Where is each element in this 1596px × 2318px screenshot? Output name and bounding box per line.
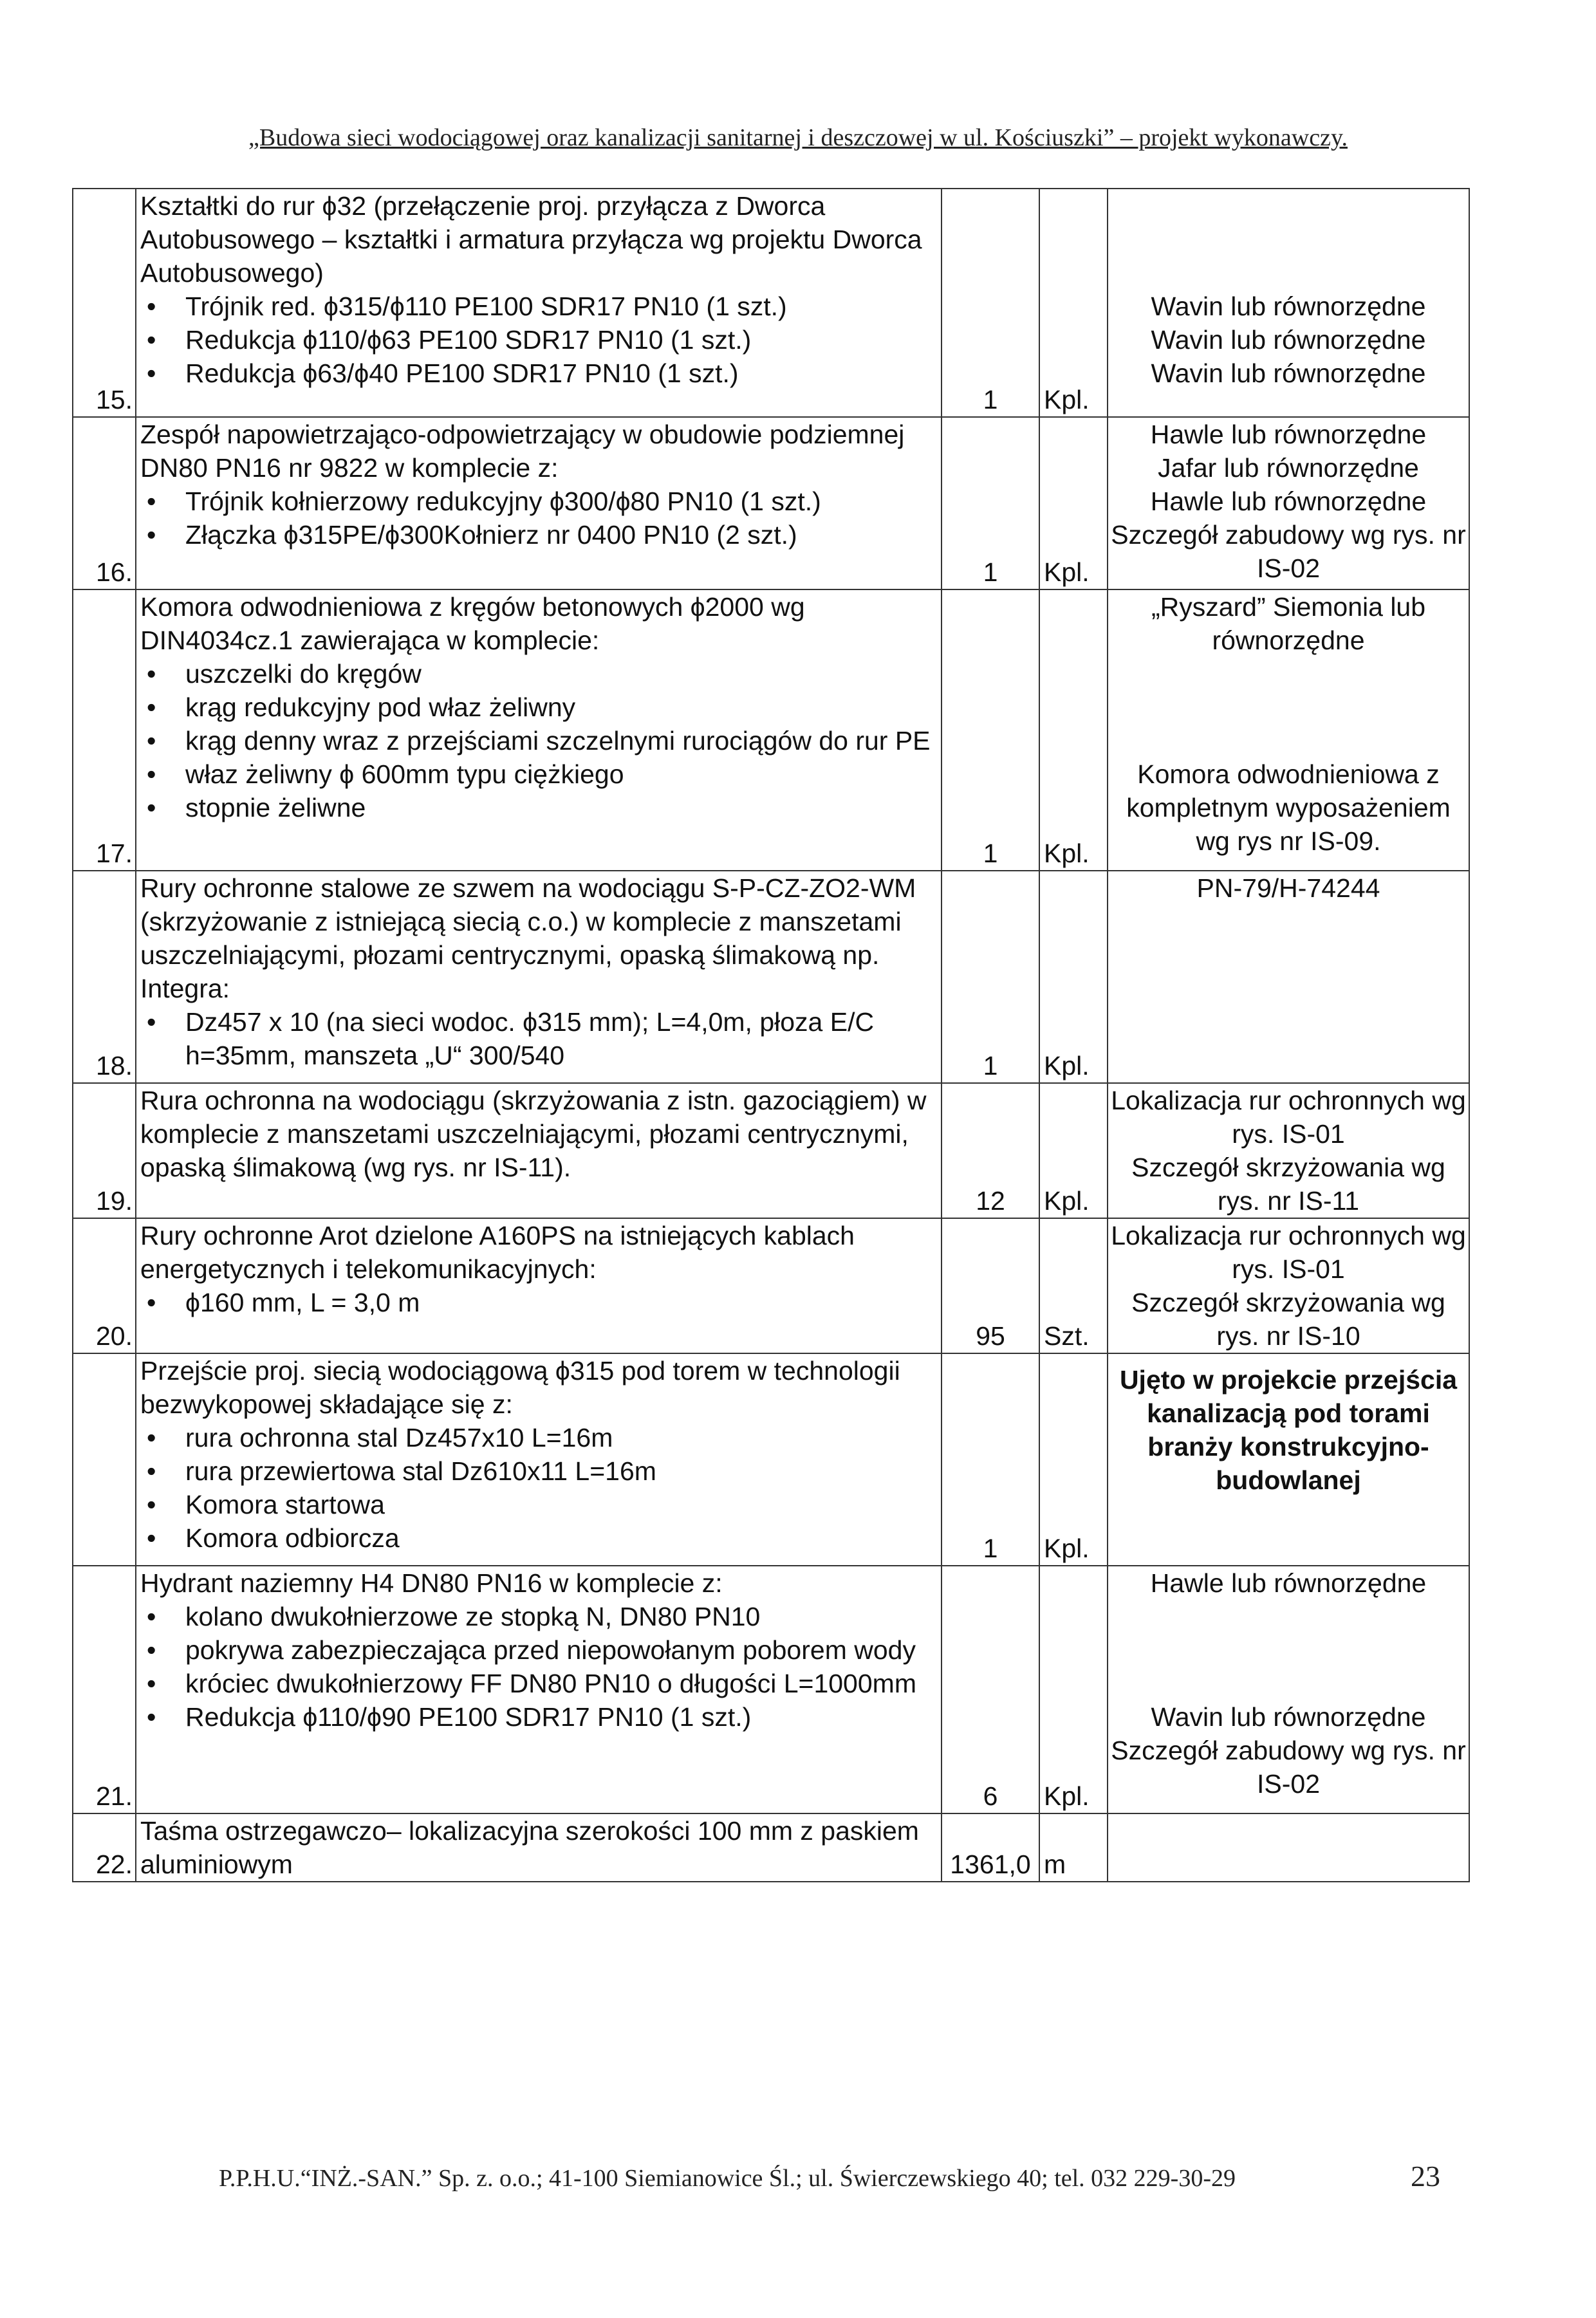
remarks <box>1108 1218 1469 1353</box>
list-item: • Redukcja ϕ63/ϕ40 PE100 SDR17 PN10 (1 szt.) <box>140 357 938 390</box>
item-description <box>136 871 942 1083</box>
list-item: • króciec dwukołnierzowy FF DN80 PN10 o długości L=1000mm <box>140 1667 938 1700</box>
remarks <box>1108 871 1469 1083</box>
description-intro: Przejście proj. siecią wodociągową ϕ315 pod torem w technologii bezwykopowej składające się z: <box>140 1356 900 1419</box>
item-description <box>136 417 942 589</box>
description-intro: Rury ochronne stalowe ze szwem na wodociągu S-P-CZ-ZO2-WM (skrzyżowanie z istniejącą siecią c.o.) w komplecie z manszetami uszczelniającymi, płozami centrycznymi, opaską ślimakową np. Integra: <box>140 873 916 1003</box>
item-description <box>136 1566 942 1813</box>
quantity: 1 <box>942 189 1039 417</box>
list-item: • ϕ160 mm, L = 3,0 m <box>140 1286 938 1319</box>
item-description <box>136 1218 942 1353</box>
quantity: 6 <box>942 1566 1039 1813</box>
quantity: 12 <box>942 1083 1039 1218</box>
component-list <box>140 1286 938 1319</box>
unit: Kpl. <box>1039 1566 1108 1813</box>
table-row <box>73 1813 1469 1882</box>
table-row <box>73 1218 1469 1353</box>
description-intro: Rura ochronna na wodociągu (skrzyżowania z istn. gazociągiem) w komplecie z manszetami uszczelniającymi, płozami centrycznymi, opaską ślimakową (wg rys. nr IS-11). <box>140 1086 927 1182</box>
component-list <box>140 485 938 552</box>
row-number: 16. <box>73 417 136 589</box>
quantity: 1 <box>942 1353 1039 1566</box>
list-item: • Dz457 x 10 (na sieci wodoc. ϕ315 mm); L=4,0m, płoza E/C h=35mm, manszeta „U“ 300/540 <box>140 1005 938 1072</box>
list-item: • uszczelki do kręgów <box>140 657 938 691</box>
item-description <box>136 189 942 417</box>
unit: Szt. <box>1039 1218 1108 1353</box>
remark-line: Szczegół zabudowy wg rys. nr IS-02 <box>1111 1736 1466 1799</box>
remark-line: Komora odwodnieniowa z kompletnym wyposażeniem wg rys nr IS-09. <box>1126 759 1451 856</box>
list-item: • pokrywa zabezpieczająca przed niepowołanym poborem wody <box>140 1633 938 1667</box>
remark-line: Hawle lub równorzędne <box>1150 487 1427 516</box>
remark-line <box>1108 189 1469 223</box>
remarks <box>1108 589 1469 871</box>
remark-line <box>1108 1633 1469 1667</box>
remark-line: Jafar lub równorzędne <box>1158 453 1419 483</box>
remark-line: Wavin lub równorzędne <box>1151 325 1426 355</box>
remark-line <box>1108 724 1469 757</box>
description-intro: Taśma ostrzegawczo– lokalizacyjna szerokości 100 mm z paskiem aluminiowym <box>140 1816 919 1879</box>
table-row <box>73 1566 1469 1813</box>
list-item: • krąg redukcyjny pod właz żeliwny <box>140 691 938 724</box>
component-list <box>140 290 938 390</box>
list-item: • stopnie żeliwne <box>140 791 938 824</box>
remark-line: Lokalizacja rur ochronnych wg rys. IS-01 <box>1111 1086 1466 1149</box>
component-list <box>140 1421 938 1555</box>
remark-line <box>1108 657 1469 691</box>
row-number <box>73 1353 136 1566</box>
remark-line: Lokalizacja rur ochronnych wg rys. IS-01 <box>1111 1221 1466 1284</box>
page-number: 23 <box>1411 2160 1440 2193</box>
list-item: • kolano dwukołnierzowe ze stopką N, DN80 PN10 <box>140 1600 938 1633</box>
table-row <box>73 417 1469 589</box>
row-number: 15. <box>73 189 136 417</box>
remark-line: Hawle lub równorzędne <box>1150 1568 1427 1598</box>
remark-line: „Ryszard” Siemonia lub równorzędne <box>1151 592 1426 655</box>
unit: Kpl. <box>1039 871 1108 1083</box>
row-number: 20. <box>73 1218 136 1353</box>
row-number: 17. <box>73 589 136 871</box>
unit: Kpl. <box>1039 417 1108 589</box>
unit: Kpl. <box>1039 1083 1108 1218</box>
component-list <box>140 1600 938 1734</box>
remarks <box>1108 1813 1469 1882</box>
remarks <box>1108 1566 1469 1813</box>
table-row <box>73 589 1469 871</box>
row-number: 21. <box>73 1566 136 1813</box>
component-list <box>140 1005 938 1072</box>
remarks <box>1108 1083 1469 1218</box>
unit: Kpl. <box>1039 589 1108 871</box>
list-item: • Komora startowa <box>140 1488 938 1521</box>
description-intro: Kształtki do rur ϕ32 (przełączenie proj. przyłącza z Dworca Autobusowego – kształtki i armatura przyłącza wg projektu Dworca Autobusowego) <box>140 191 922 288</box>
unit: Kpl. <box>1039 189 1108 417</box>
remark-line: PN-79/H-74244 <box>1196 873 1380 903</box>
remark-line <box>1108 223 1469 256</box>
list-item: • Trójnik red. ϕ315/ϕ110 PE100 SDR17 PN10 (1 szt.) <box>140 290 938 323</box>
quantity: 1 <box>942 589 1039 871</box>
table-row <box>73 871 1469 1083</box>
remark-line: Hawle lub równorzędne <box>1150 420 1427 449</box>
list-item: • Redukcja ϕ110/ϕ63 PE100 SDR17 PN10 (1 szt.) <box>140 323 938 357</box>
unit: Kpl. <box>1039 1353 1108 1566</box>
description-intro: Zespół napowietrzająco-odpowietrzający w obudowie podziemnej DN80 PN16 nr 9822 w komplecie z: <box>140 420 905 483</box>
table-row <box>73 1083 1469 1218</box>
table-row <box>73 189 1469 417</box>
remarks <box>1108 189 1469 417</box>
item-description <box>136 1813 942 1882</box>
list-item: • właz żeliwny ϕ 600mm typu ciężkiego <box>140 757 938 791</box>
remark-line <box>1108 1667 1469 1700</box>
unit: m <box>1039 1813 1108 1882</box>
list-item: • Trójnik kołnierzowy redukcyjny ϕ300/ϕ80 PN10 (1 szt.) <box>140 485 938 518</box>
row-number: 22. <box>73 1813 136 1882</box>
remarks <box>1108 417 1469 589</box>
quantity: 1 <box>942 871 1039 1083</box>
item-description <box>136 589 942 871</box>
document-header: „Budowa sieci wodociągowej oraz kanalizacji sanitarnej i deszczowej w ul. Kościuszki” – projekt wykonawczy. <box>248 124 1348 151</box>
list-item: • rura ochronna stal Dz457x10 L=16m <box>140 1421 938 1454</box>
list-item: • Złączka ϕ315PE/ϕ300Kołnierz nr 0400 PN10 (2 szt.) <box>140 518 938 552</box>
description-intro: Hydrant naziemny H4 DN80 PN16 w komplecie z: <box>140 1568 723 1598</box>
list-item: • rura przewiertowa stal Dz610x11 L=16m <box>140 1454 938 1488</box>
list-item: • Redukcja ϕ110/ϕ90 PE100 SDR17 PN10 (1 szt.) <box>140 1700 938 1734</box>
company-footer: P.P.H.U.“INŻ.-SAN.” Sp. z. o.o.; 41-100 Siemianowice Śl.; ul. Świerczewskiego 40; tel. 032 229-30-29 <box>219 2165 1236 2192</box>
quantity: 95 <box>942 1218 1039 1353</box>
row-number: 18. <box>73 871 136 1083</box>
remarks <box>1108 1353 1469 1566</box>
specification-table <box>72 188 1470 1882</box>
list-item: • krąg denny wraz z przejściami szczelnymi rurociągów do rur PE <box>140 724 938 757</box>
item-description <box>136 1083 942 1218</box>
description-intro: Komora odwodnieniowa z kręgów betonowych ϕ2000 wg DIN4034cz.1 zawierająca w komplecie: <box>140 592 805 655</box>
remark-line <box>1108 691 1469 724</box>
component-list <box>140 657 938 824</box>
remark-line <box>1108 1600 1469 1633</box>
remark-line: Wavin lub równorzędne <box>1151 358 1426 388</box>
remark-line: Szczegół skrzyżowania wg rys. nr IS-10 <box>1131 1288 1445 1351</box>
table-row <box>73 1353 1469 1566</box>
remark-line: Szczegół skrzyżowania wg rys. nr IS-11 <box>1131 1153 1445 1216</box>
item-description <box>136 1353 942 1566</box>
list-item: • Komora odbiorcza <box>140 1521 938 1555</box>
remark-line: Wavin lub równorzędne <box>1151 292 1426 321</box>
remark-line <box>1108 256 1469 290</box>
remark-line: Wavin lub równorzędne <box>1151 1702 1426 1732</box>
description-intro: Rury ochronne Arot dzielone A160PS na istniejących kablach energetycznych i telekomunikacyjnych: <box>140 1221 855 1284</box>
remark-line: Szczegół zabudowy wg rys. nr IS-02 <box>1111 520 1466 583</box>
quantity: 1 <box>942 417 1039 589</box>
remark-bold: Ujęto w projekcie przejścia kanalizacją pod torami branży konstrukcyjno-budowlanej <box>1119 1365 1458 1495</box>
row-number: 19. <box>73 1083 136 1218</box>
quantity: 1361,0 <box>942 1813 1039 1882</box>
